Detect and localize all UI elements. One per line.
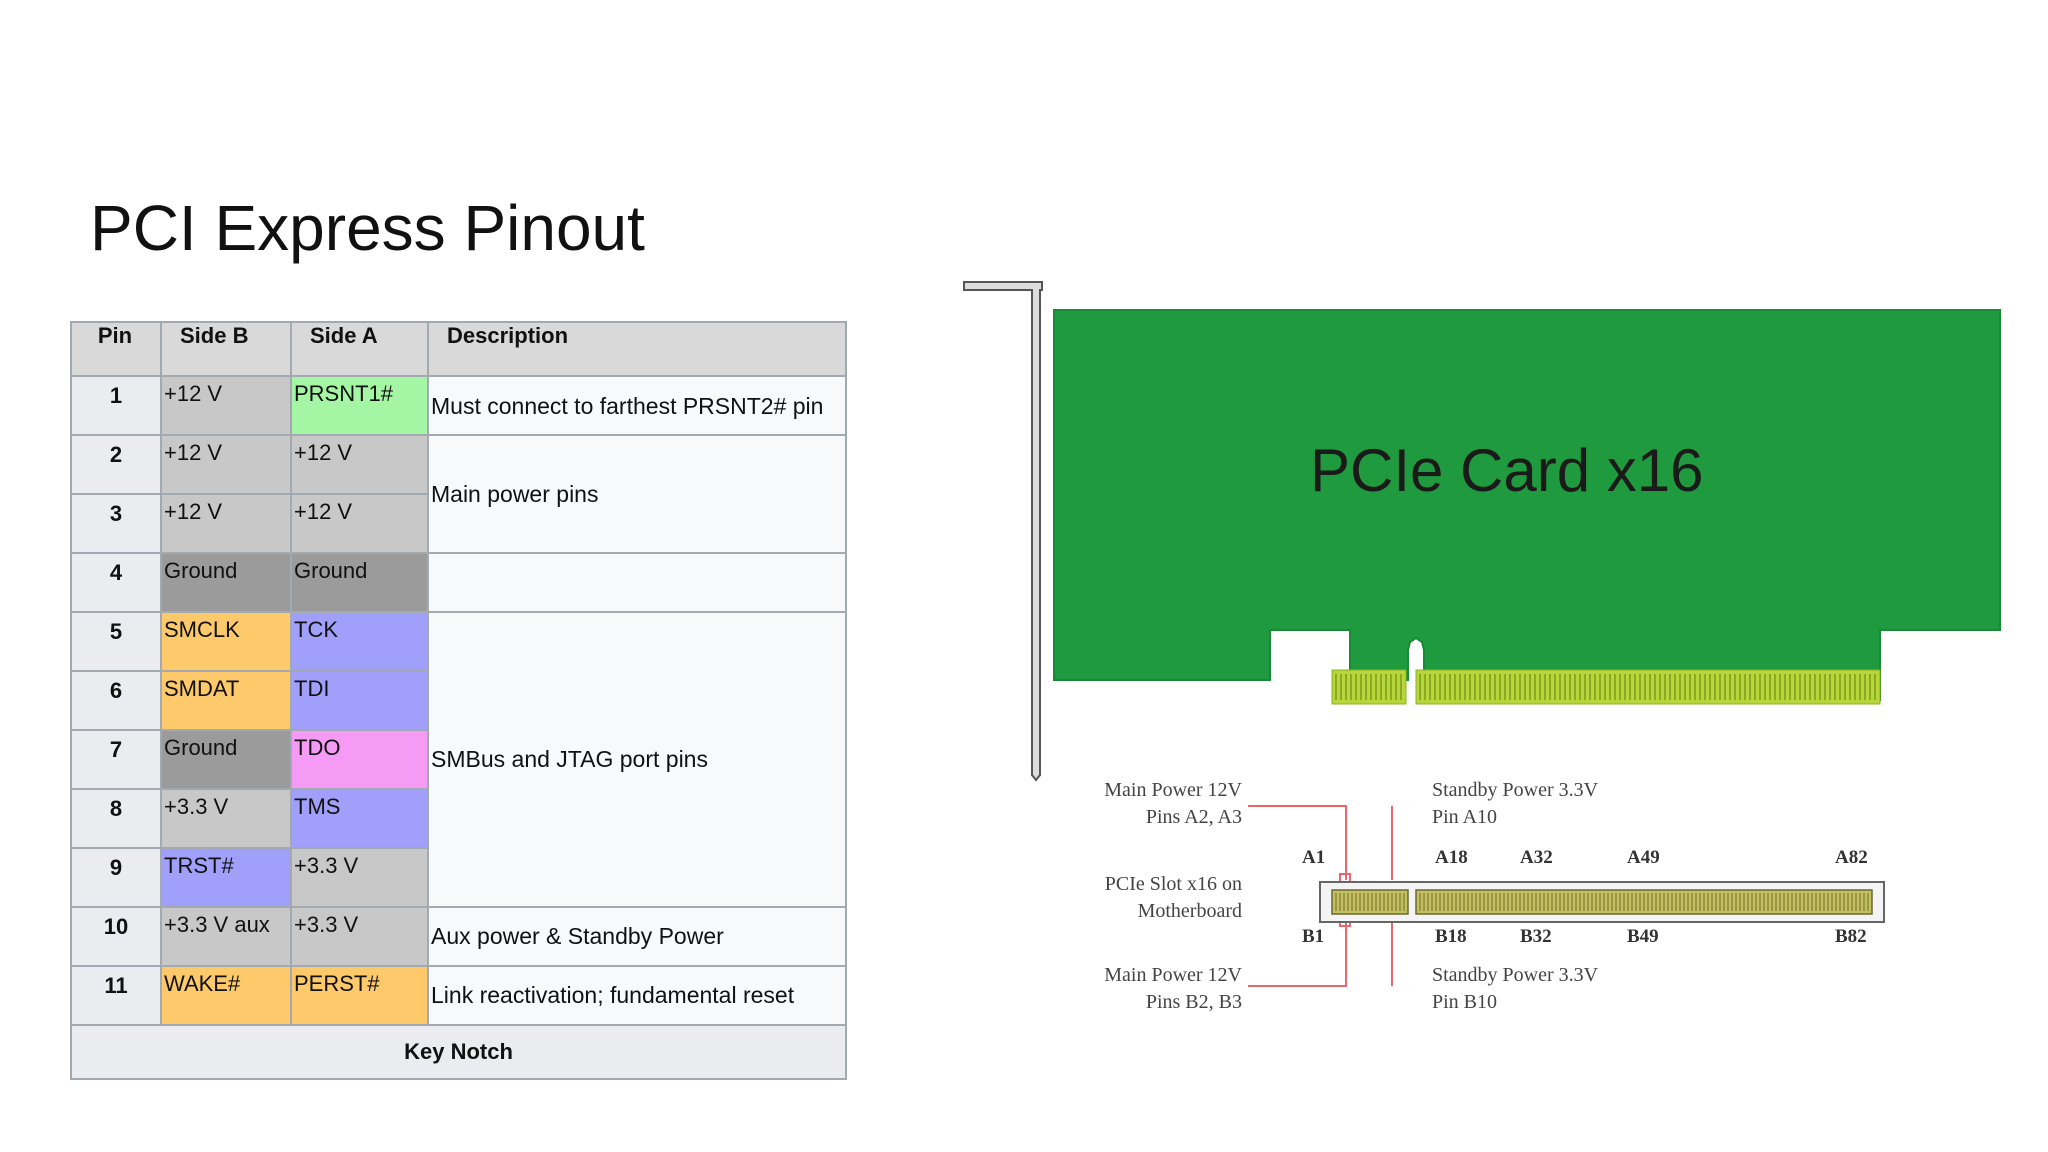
note-main-power-b: Main Power 12V Pins B2, B3 <box>1104 964 1242 1013</box>
pin-label-a18: A18 <box>1435 847 1468 868</box>
side-b-signal: +12 V <box>161 435 291 494</box>
note-standby-b: Standby Power 3.3V Pin B10 <box>1432 964 1599 1013</box>
table-footer-row <box>71 1025 846 1079</box>
side-a-signal: Ground <box>291 553 428 612</box>
pin-number: 4 <box>71 553 161 612</box>
pin-label-b18: B18 <box>1435 926 1467 947</box>
side-b-signal: +3.3 V aux <box>161 907 291 966</box>
note-main-power-a: Main Power 12V Pins A2, A3 <box>1104 779 1242 828</box>
pin-label-b82: B82 <box>1835 926 1867 947</box>
pin-description: Aux power & Standby Power <box>428 907 846 966</box>
pin-description: Link reactivation; fundamental reset <box>428 966 846 1025</box>
header-description: Description <box>428 322 846 376</box>
pin-number: 8 <box>71 789 161 848</box>
pin-description: Main power pins <box>428 435 846 553</box>
pin-number: 11 <box>71 966 161 1025</box>
pcie-card-illustration <box>950 270 2010 790</box>
table-row <box>71 907 846 966</box>
card-board <box>1054 310 2000 700</box>
pin-number: 5 <box>71 612 161 671</box>
note-standby-a: Standby Power 3.3V Pin A10 <box>1432 779 1599 828</box>
side-b-signal: +3.3 V <box>161 789 291 848</box>
pin-label-b49: B49 <box>1627 926 1659 947</box>
side-a-signal: TDO <box>291 730 428 789</box>
side-b-signal: SMDAT <box>161 671 291 730</box>
pin-label-b1: B1 <box>1302 926 1325 947</box>
side-a-signal: TCK <box>291 612 428 671</box>
pin-description: SMBus and JTAG port pins <box>428 612 846 907</box>
table-header-row <box>71 322 846 376</box>
pin-number: 7 <box>71 730 161 789</box>
pin-number: 3 <box>71 494 161 553</box>
bracket-shape <box>964 282 1042 780</box>
side-a-signal: +12 V <box>291 435 428 494</box>
header-side-a: Side A <box>291 322 428 376</box>
pin-label-a32: A32 <box>1520 847 1553 868</box>
side-b-signal: +12 V <box>161 494 291 553</box>
pin-number: 1 <box>71 376 161 435</box>
side-a-signal: +12 V <box>291 494 428 553</box>
contacts-short <box>1332 670 1406 704</box>
pin-label-a1: A1 <box>1302 847 1326 868</box>
header-side-b: Side B <box>161 322 291 376</box>
side-b-signal: SMCLK <box>161 612 291 671</box>
side-b-signal: Ground <box>161 553 291 612</box>
side-b-signal: Ground <box>161 730 291 789</box>
pinout-table <box>70 321 847 1080</box>
key-notch-label: Key Notch <box>71 1025 846 1079</box>
table-row <box>71 376 846 435</box>
note-pcie-slot: PCIe Slot x16 on Motherboard <box>1104 873 1242 922</box>
side-b-signal: WAKE# <box>161 966 291 1025</box>
pin-number: 10 <box>71 907 161 966</box>
pin-number: 6 <box>71 671 161 730</box>
table-row <box>71 553 846 612</box>
side-a-signal: +3.3 V <box>291 848 428 907</box>
side-a-signal: TDI <box>291 671 428 730</box>
side-a-signal: +3.3 V <box>291 907 428 966</box>
slot-key-short <box>1332 890 1408 914</box>
table-row <box>71 435 846 494</box>
page-title: PCI Express Pinout <box>90 192 645 264</box>
side-a-signal: PRSNT1# <box>291 376 428 435</box>
pin-description: Must connect to farthest PRSNT2# pin <box>428 376 846 435</box>
pin-number: 2 <box>71 435 161 494</box>
side-a-signal: PERST# <box>291 966 428 1025</box>
pin-label-a82: A82 <box>1835 847 1868 868</box>
pin-label-b32: B32 <box>1520 926 1552 947</box>
pin-number: 9 <box>71 848 161 907</box>
pin-description-empty <box>428 553 846 612</box>
header-pin: Pin <box>71 322 161 376</box>
side-a-signal: TMS <box>291 789 428 848</box>
table-row <box>71 612 846 671</box>
table-row <box>71 966 846 1025</box>
card-label: PCIe Card x16 <box>1310 437 1704 504</box>
side-b-signal: +12 V <box>161 376 291 435</box>
pin-label-a49: A49 <box>1627 847 1660 868</box>
side-b-signal: TRST# <box>161 848 291 907</box>
